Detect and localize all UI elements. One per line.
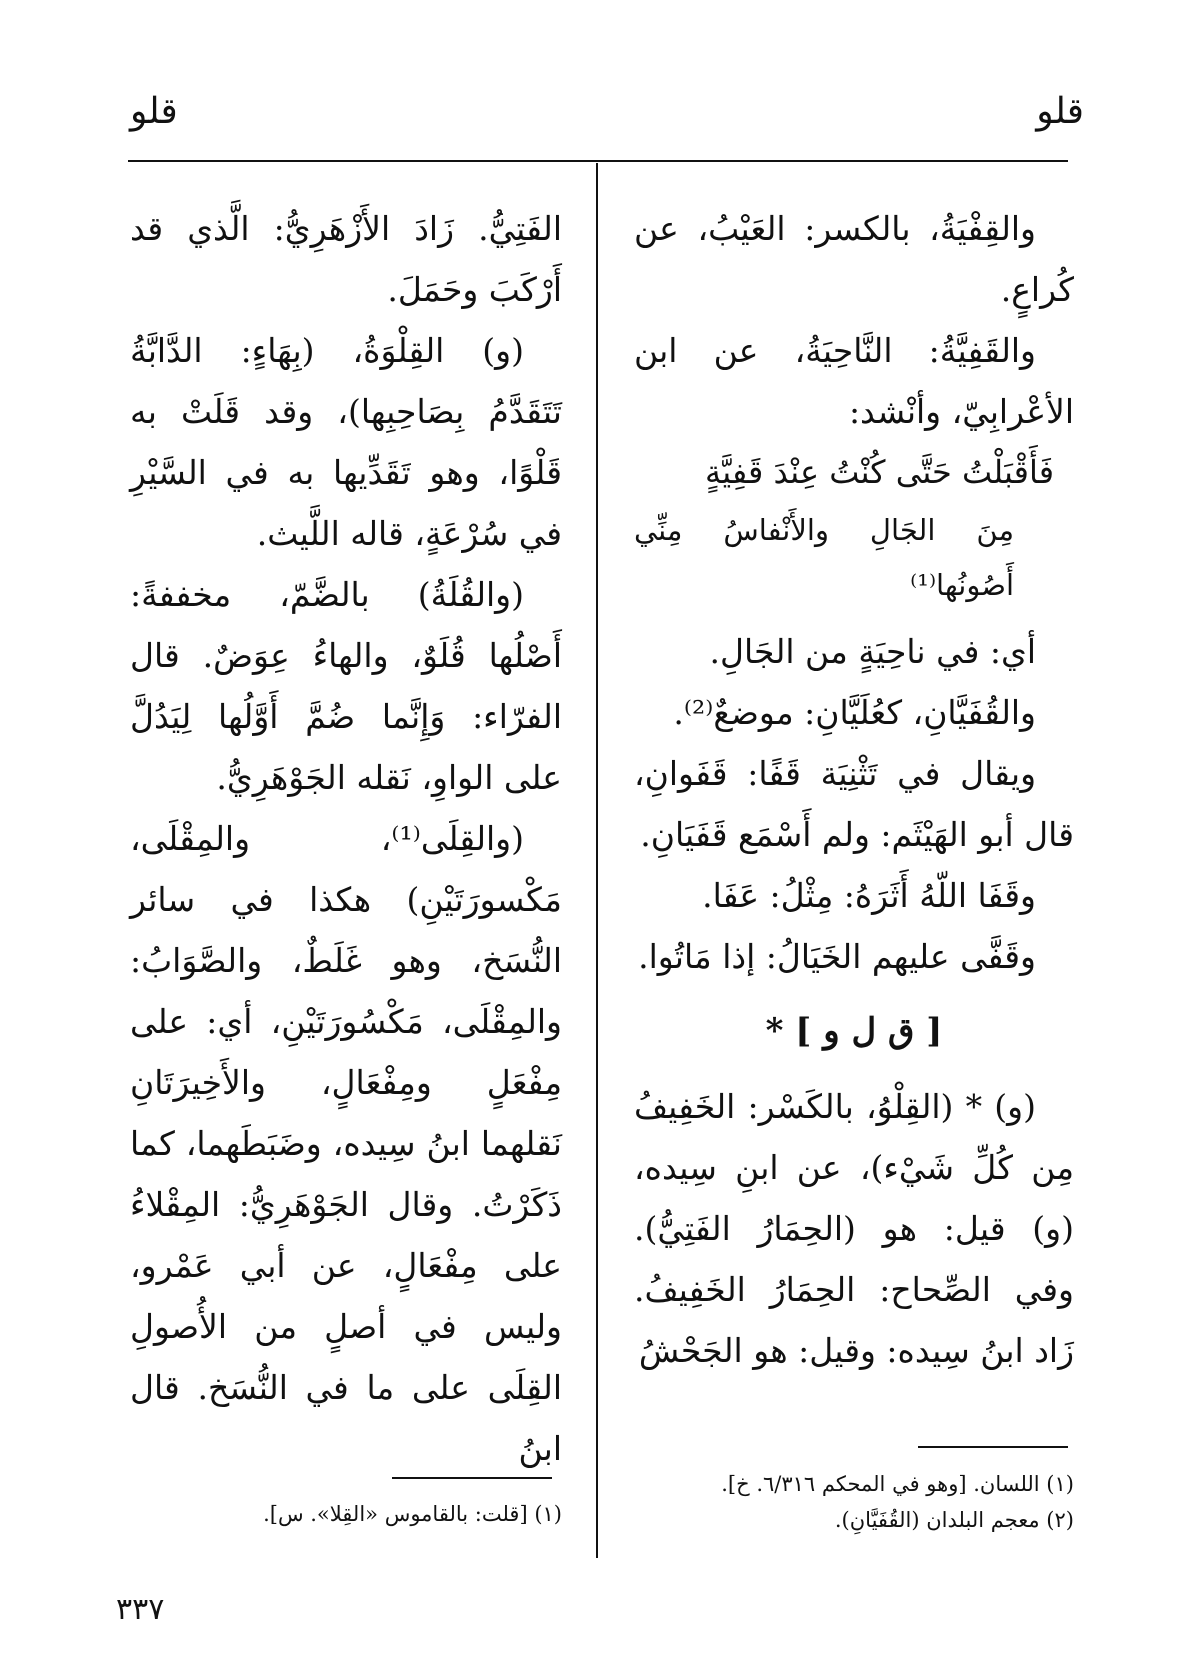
paragraph: (والقُلَةُ) بالضَّمّ، مخففةً: أَصْلُها قُلَوٌ، والهاءُ عِوَضٌ. قال الفرّاء: وَإِنَّما ضُمَّ أَوَّلُها لِيَدُلَّ على الواوِ، نَقله الجَوْهَرِيُّ. <box>130 575 562 797</box>
paragraph: والقِفْيَةُ، بالكسر: العَيْبُ، عن كُراعٍ. <box>634 209 1074 309</box>
paragraph: وقَفَا اللّهُ أَثَرَهُ: مِثْلُ: عَفَا. <box>702 876 1036 915</box>
running-head-right: قلو <box>1036 91 1084 132</box>
paragraph: (و) * (القِلْوُ، بالكَسْر: الخَفِيفُ مِن كُلِّ شَيْء)، عن ابنِ سِيده، (و) قيل: هو (الحِمَارُ الفَتِيُّ). وفي الصِّحاح: الحِمَارُ الخَفِيفُ. زَاد ابنُ سِيده: وقيل: هو الجَحْشُ <box>634 1087 1074 1370</box>
paragraph: الفَتِيُّ. زَادَ الأَزْهَرِيُّ: الَّذي قد أَرْكَبَ وحَمَلَ. <box>130 209 562 309</box>
verse-line: فَأَقْبَلْتُ حَتَّى كُنْتُ عِنْدَ قَفِيَّةٍ <box>705 453 1054 491</box>
paragraph: (و) القِلْوَةُ، (بِهَاءٍ: الدَّابَّةُ تَتَقَدَّمُ بِصَاحِبِها)، وقد قَلَتْ به قَلْوًا، وهو تَقَدِّيها به في السَّيْرِ في سُرْعَةٍ، قاله اللَّيث. <box>130 331 562 553</box>
verse-line: مِنَ الجَالِ والأَنْفاسُ مِنِّي أَصُونُها⁽¹⁾ <box>634 513 1014 602</box>
running-head-left: قلو <box>130 91 178 132</box>
column-divider <box>596 163 598 1558</box>
left-column <box>130 198 562 1479</box>
footnote-rule <box>392 1477 552 1479</box>
header-rule <box>128 160 1068 162</box>
footnote: (١) اللسان. [وهو في المحكم ٦/٣١٦. خ]. <box>721 1472 1074 1496</box>
footnotes-right <box>624 1466 1074 1538</box>
footnote: (١) [قلت: بالقاموس «القِلا». س]. <box>263 1502 562 1526</box>
paragraph: (والقِلَى⁽¹⁾، والمِقْلَى، مَكْسورَتَيْنِ) هكذا في سائر النُّسَخ، وهو غَلَطٌ، والصَّوَابُ: والمِقْلَى، مَكْسُورَتَيْنِ، أي: على مِفْعَلٍ ومِفْعَالٍ، والأَخِيرَتَانِ نَقلهما ابنُ سِيده، وضَبَطَهما، كما ذَكَرْتُ. وقال الجَوْهَرِيُّ: المِقْلاءُ على مِفْعَالٍ، عن أبي عَمْرو، وليس في أصلٍ من الأُصولِ القِلَى على ما في النُّسَخ. قال ابنُ <box>130 819 562 1468</box>
entry-heading: [ ق ل و ] * <box>765 1011 943 1051</box>
footnotes-left <box>130 1496 562 1532</box>
paragraph: والقُفَيَّانِ، كعُلَيَّانِ: موضعٌ⁽²⁾. <box>673 693 1036 732</box>
paragraph: أي: في ناحِيَةٍ من الجَالِ. <box>709 632 1036 671</box>
paragraph: وقَفَّى عليهم الخَيَالُ: إذا مَاتُوا. <box>638 937 1036 976</box>
footnote-rule <box>918 1446 1068 1448</box>
footnote: (٢) معجم البلدان (القُفَيَّانِ). <box>834 1508 1074 1532</box>
page-number: ٣٣٧ <box>116 1592 165 1627</box>
paragraph: ويقال في تَثْنِيَة قَفًا: قَفَوانِ، قال أبو الهَيْثَم: ولم أَسْمَع قَفَيَانِ. <box>634 754 1074 854</box>
right-column <box>634 198 1074 1381</box>
paragraph: والقَفِيَّةُ: النَّاحِيَةُ، عن ابن الأعْرابِيّ، وأنْشد: <box>634 331 1074 431</box>
